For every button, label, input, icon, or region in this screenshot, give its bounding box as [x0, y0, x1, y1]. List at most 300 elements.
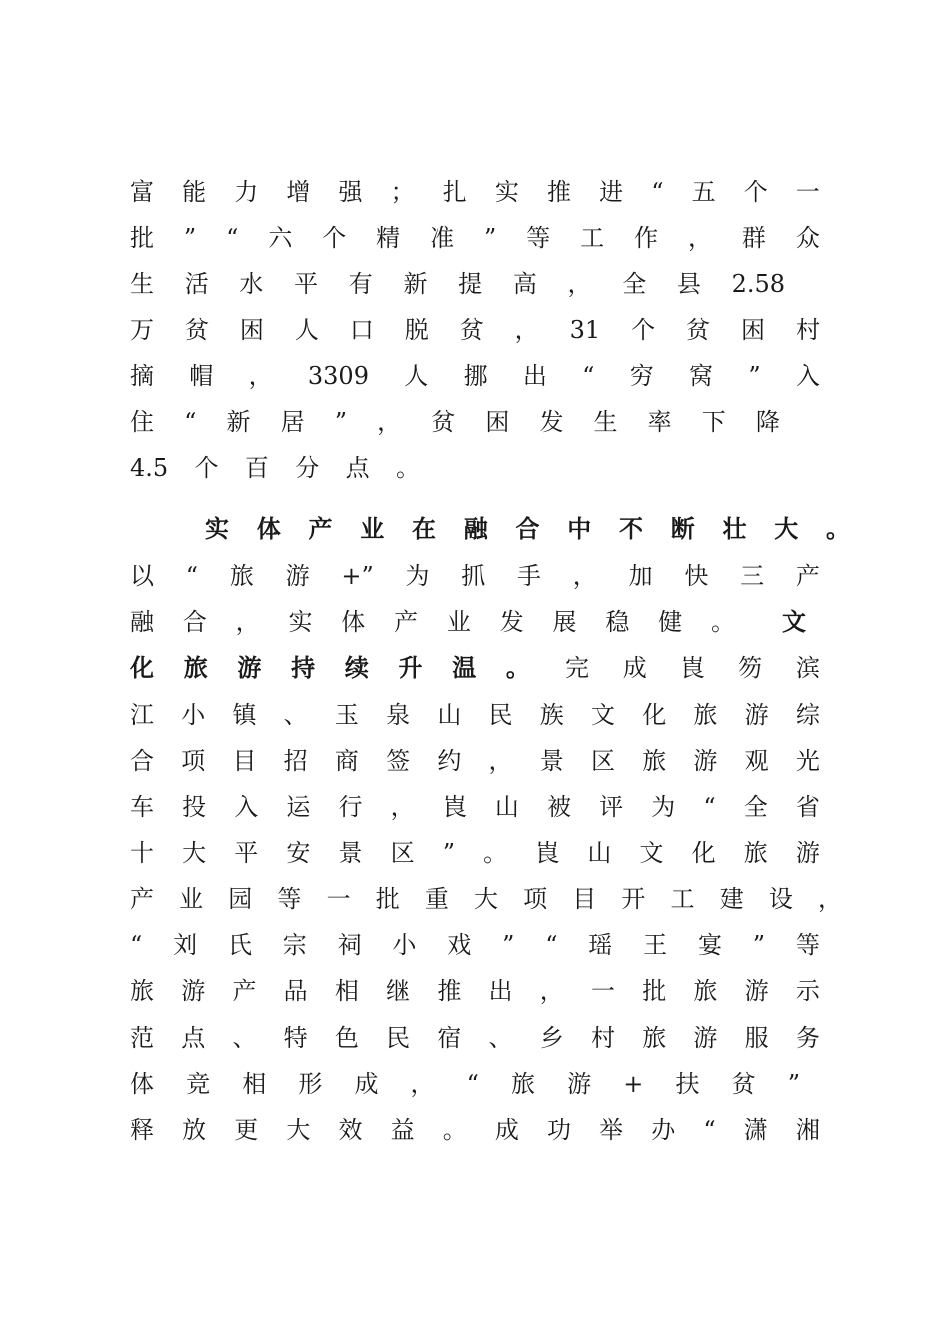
text-glyph: 个: [322, 224, 347, 252]
text-glyph: 一: [326, 885, 351, 913]
text-glyph: 人: [404, 362, 429, 390]
text-segment: [130, 599, 735, 645]
text-glyph: 化: [130, 653, 154, 682]
text-glyph: ，: [514, 316, 539, 344]
text-glyph: 园: [228, 885, 253, 913]
text-glyph: 进: [599, 178, 624, 206]
text-glyph: 强: [338, 178, 363, 206]
text-glyph: 个: [194, 454, 219, 482]
text-glyph: 化: [691, 839, 716, 867]
text-glyph: 口: [349, 316, 374, 344]
text-glyph: 宿: [437, 1024, 462, 1052]
text-glyph: “: [703, 1116, 716, 1144]
text-glyph: 玉: [334, 701, 359, 729]
text-glyph: 刘: [173, 931, 198, 959]
text-glyph: 业: [446, 608, 471, 636]
text-glyph: 体: [341, 608, 366, 636]
text-glyph: 投: [182, 793, 207, 821]
text-glyph: 产: [130, 885, 154, 913]
text-glyph: 贫: [731, 1070, 756, 1098]
text-glyph: 产: [308, 514, 333, 543]
text-glyph: 商: [334, 747, 359, 775]
text-glyph: 有: [348, 270, 373, 298]
text-glyph: ，: [410, 1070, 435, 1098]
text-glyph: 宗: [282, 931, 307, 959]
text-glyph: 江: [130, 701, 154, 729]
text-glyph: 准: [430, 224, 455, 252]
text-glyph: 笏: [738, 654, 763, 682]
text-glyph: 功: [547, 1116, 571, 1144]
text-glyph: 困: [741, 316, 766, 344]
text-glyph: 困: [485, 408, 510, 436]
text-glyph: 推: [437, 977, 462, 1005]
text-glyph: 旅: [693, 977, 718, 1005]
text-glyph: 持: [291, 653, 316, 682]
text-glyph: 宴: [697, 931, 722, 959]
text-glyph: 色: [334, 1024, 359, 1052]
text-line: [130, 445, 420, 491]
text-glyph: ，: [390, 793, 415, 821]
text-glyph: 车: [130, 793, 154, 821]
text-glyph: +: [623, 1070, 644, 1098]
text-line: [130, 353, 820, 399]
text-glyph: 工: [580, 224, 605, 252]
text-glyph: 穷: [629, 362, 654, 390]
text-glyph: ，: [567, 270, 592, 298]
text-glyph: 合: [182, 608, 207, 636]
text-glyph: 族: [539, 701, 564, 729]
text-glyph: 中: [567, 514, 592, 543]
text-glyph: 快: [684, 562, 709, 590]
text-glyph: 旅: [130, 977, 154, 1005]
text-glyph: 群: [741, 224, 766, 252]
text-glyph: 相: [334, 977, 359, 1005]
text-glyph: ，: [687, 224, 712, 252]
text-glyph: 产: [232, 977, 257, 1005]
text-glyph: 窝: [689, 362, 714, 390]
text-line: [130, 876, 842, 922]
text-glyph: 品: [283, 977, 308, 1005]
text-glyph: 游: [285, 562, 310, 590]
text-glyph: +”: [341, 562, 374, 590]
text-glyph: 游: [744, 977, 769, 1005]
text-glyph: 被: [547, 793, 571, 821]
text-glyph: 贫: [459, 316, 484, 344]
text-glyph: 设: [768, 885, 793, 913]
text-glyph: 体: [130, 1070, 154, 1098]
text-glyph: 壮: [722, 514, 747, 543]
text-glyph: 。: [395, 454, 420, 482]
text-glyph: 展: [552, 608, 577, 636]
text-glyph: 目: [232, 747, 257, 775]
text-glyph: 小: [181, 701, 206, 729]
text-glyph: 十: [130, 839, 154, 867]
text-glyph: 融: [130, 608, 154, 636]
text-glyph: 平: [234, 839, 259, 867]
text-glyph: 以: [130, 562, 154, 590]
text-glyph: 作: [634, 224, 659, 252]
text-glyph: 精: [376, 224, 401, 252]
text-glyph: 。: [710, 608, 735, 636]
text-glyph: 合: [515, 514, 540, 543]
text-glyph: 效: [338, 1116, 363, 1144]
text-line: [130, 645, 820, 691]
text-glyph: 扎: [442, 178, 467, 206]
text-glyph: 项: [523, 885, 548, 913]
text-glyph: 脱: [404, 316, 429, 344]
text-glyph: “: [545, 931, 558, 959]
text-glyph: 综: [795, 701, 820, 729]
text-glyph: 三: [740, 562, 765, 590]
text-line: [130, 1015, 820, 1061]
text-glyph: 山: [437, 701, 462, 729]
text-glyph: ”: [442, 839, 456, 867]
text-glyph: 实: [205, 514, 229, 543]
text-glyph: 、: [283, 701, 308, 729]
text-glyph: 能: [182, 178, 207, 206]
text-glyph: 镇: [232, 701, 257, 729]
text-glyph: 居: [280, 408, 305, 436]
text-glyph: 湘: [795, 1116, 820, 1144]
text-glyph: 成: [354, 1070, 379, 1098]
text-glyph: 光: [795, 747, 820, 775]
text-glyph: 乡: [539, 1024, 564, 1052]
text-glyph: 大: [774, 514, 799, 543]
text-glyph: 万: [130, 316, 154, 344]
text-glyph: 新: [226, 408, 251, 436]
text-glyph: 贫: [431, 408, 456, 436]
text-glyph: 为: [405, 562, 430, 590]
text-glyph: 出: [488, 977, 513, 1005]
text-glyph: 旅: [743, 839, 768, 867]
text-glyph: 温: [452, 653, 477, 682]
text-glyph: 崀: [442, 793, 467, 821]
text-glyph: 村: [590, 1024, 615, 1052]
text-glyph: ”: [787, 1070, 800, 1098]
text-glyph: 旅: [229, 562, 254, 590]
text-glyph: 游: [795, 839, 820, 867]
text-glyph: 2.58: [731, 270, 785, 298]
text-glyph: 游: [693, 1024, 718, 1052]
text-glyph: 贫: [184, 316, 209, 344]
text-glyph: ，: [248, 362, 273, 390]
text-glyph: 出: [522, 362, 547, 390]
text-glyph: ”: [502, 931, 515, 959]
text-glyph: 景: [338, 839, 363, 867]
text-glyph: ，: [817, 885, 842, 913]
text-glyph: 目: [572, 885, 597, 913]
text-glyph: 旅: [642, 747, 667, 775]
text-glyph: 率: [647, 408, 672, 436]
text-glyph: 点: [181, 1024, 206, 1052]
text-glyph: 重: [424, 885, 449, 913]
text-glyph: 摘: [130, 362, 154, 390]
text-glyph: 在: [412, 514, 436, 543]
text-glyph: 崀: [680, 654, 705, 682]
text-glyph: 发: [539, 408, 564, 436]
text-glyph: 批: [642, 977, 667, 1005]
text-glyph: 业: [360, 514, 385, 543]
text-glyph: “: [703, 793, 716, 821]
text-glyph: 王: [643, 931, 668, 959]
text-glyph: 健: [658, 608, 683, 636]
text-glyph: 省: [795, 793, 820, 821]
text-glyph: 建: [719, 885, 744, 913]
text-glyph: 形: [298, 1070, 323, 1098]
text-glyph: 力: [234, 178, 259, 206]
text-glyph: 为: [651, 793, 676, 821]
text-glyph: 全: [622, 270, 647, 298]
text-glyph: 、: [232, 1024, 257, 1052]
text-line: [130, 830, 820, 876]
text-glyph: 县: [676, 270, 701, 298]
text-glyph: 示: [795, 977, 820, 1005]
text-glyph: 区: [590, 747, 615, 775]
text-glyph: 加: [628, 562, 653, 590]
text-glyph: ；: [390, 178, 415, 206]
bold-text-segment: [130, 645, 530, 691]
text-glyph: ”: [748, 362, 761, 390]
text-line: [130, 599, 820, 645]
text-glyph: 化: [642, 701, 667, 729]
text-glyph: 行: [338, 793, 363, 821]
text-glyph: ，: [235, 608, 260, 636]
text-glyph: 办: [651, 1116, 676, 1144]
text-glyph: ，: [572, 562, 597, 590]
text-glyph: 批: [375, 885, 400, 913]
text-glyph: 人: [294, 316, 319, 344]
text-glyph: 招: [283, 747, 308, 775]
text-glyph: 抓: [461, 562, 486, 590]
text-glyph: 续: [344, 653, 369, 682]
text-glyph: 大: [286, 1116, 311, 1144]
text-glyph: 成: [494, 1116, 519, 1144]
text-glyph: 困: [239, 316, 264, 344]
text-glyph: 平: [294, 270, 319, 298]
text-glyph: 完: [565, 654, 589, 682]
section-heading: [205, 506, 850, 552]
text-line: [130, 1107, 820, 1153]
text-glyph: 旅: [642, 1024, 667, 1052]
text-glyph: “: [582, 362, 595, 390]
text-glyph: 大: [473, 885, 498, 913]
text-glyph: 全: [743, 793, 768, 821]
text-glyph: 景: [539, 747, 564, 775]
text-glyph: ，: [488, 747, 513, 775]
text-glyph: 特: [283, 1024, 308, 1052]
text-glyph: 继: [386, 977, 411, 1005]
text-glyph: 产: [394, 608, 419, 636]
text-glyph: 生: [130, 270, 154, 298]
text-glyph: ”: [183, 224, 197, 252]
text-glyph: 民: [488, 701, 513, 729]
text-glyph: 潇: [743, 1116, 768, 1144]
text-glyph: 富: [130, 178, 154, 206]
text-glyph: 游: [237, 653, 262, 682]
text-glyph: 民: [386, 1024, 411, 1052]
text-glyph: 不: [619, 514, 643, 543]
text-glyph: 4.5: [130, 454, 169, 482]
text-line: [130, 215, 820, 261]
text-glyph: “: [466, 1070, 479, 1098]
text-glyph: 大: [182, 839, 207, 867]
text-glyph: ，: [377, 408, 402, 436]
text-glyph: 实: [494, 178, 519, 206]
text-glyph: 分: [295, 454, 320, 482]
text-glyph: 服: [744, 1024, 769, 1052]
text-line: [130, 399, 780, 445]
text-glyph: 住: [130, 408, 154, 436]
text-glyph: 下: [701, 408, 726, 436]
text-glyph: 等: [277, 885, 302, 913]
bold-text-segment: 文: [782, 607, 806, 636]
text-glyph: 帽: [189, 362, 214, 390]
text-glyph: 产: [795, 562, 820, 590]
text-glyph: ”: [334, 408, 347, 436]
text-line: [130, 261, 785, 307]
text-glyph: 。: [826, 514, 850, 543]
text-glyph: 放: [182, 1116, 207, 1144]
text-glyph: 贫: [686, 316, 711, 344]
text-glyph: 运: [286, 793, 311, 821]
text-line: [130, 169, 820, 215]
text-glyph: 更: [234, 1116, 259, 1144]
text-glyph: 文: [590, 701, 615, 729]
text-glyph: 项: [181, 747, 206, 775]
text-glyph: 等: [526, 224, 551, 252]
text-glyph: 相: [242, 1070, 267, 1098]
text-glyph: 崀: [535, 839, 560, 867]
text-glyph: 个: [743, 178, 768, 206]
text-glyph: 推: [547, 178, 571, 206]
text-glyph: 祠: [337, 931, 362, 959]
text-glyph: 瑶: [588, 931, 613, 959]
text-line: [130, 553, 820, 599]
text-glyph: 水: [239, 270, 264, 298]
text-glyph: 游: [693, 747, 718, 775]
text-glyph: 范: [130, 1024, 154, 1052]
text-glyph: 释: [130, 1116, 154, 1144]
text-glyph: 观: [744, 747, 769, 775]
text-glyph: 游: [567, 1070, 592, 1098]
text-glyph: 众: [795, 224, 820, 252]
text-glyph: 旅: [183, 653, 208, 682]
text-glyph: 泉: [386, 701, 411, 729]
text-glyph: 升: [398, 653, 423, 682]
text-line: [130, 784, 820, 830]
text-glyph: 点: [345, 454, 370, 482]
text-glyph: 山: [587, 839, 612, 867]
text-line: [130, 692, 820, 738]
text-glyph: 个: [631, 316, 656, 344]
text-glyph: 降: [755, 408, 780, 436]
text-glyph: 区: [390, 839, 415, 867]
text-glyph: 等: [795, 931, 820, 959]
text-glyph: 务: [795, 1024, 820, 1052]
text-glyph: “: [130, 931, 143, 959]
text-glyph: ”: [752, 931, 766, 959]
text-glyph: 文: [639, 839, 664, 867]
text-glyph: 益: [390, 1116, 415, 1144]
text-glyph: 发: [499, 608, 524, 636]
text-line: [130, 922, 820, 968]
text-glyph: 签: [386, 747, 411, 775]
text-glyph: 安: [286, 839, 311, 867]
text-glyph: “: [185, 562, 199, 590]
text-glyph: 开: [621, 885, 646, 913]
text-glyph: ，: [539, 977, 564, 1005]
text-glyph: 游: [744, 701, 769, 729]
text-glyph: 小: [392, 931, 417, 959]
text-glyph: 业: [179, 885, 204, 913]
text-glyph: 百: [244, 454, 269, 482]
text-glyph: 村: [795, 316, 820, 344]
text-glyph: 合: [130, 747, 154, 775]
text-glyph: 。: [442, 1116, 467, 1144]
text-glyph: 增: [286, 178, 311, 206]
text-glyph: 挪: [463, 362, 488, 390]
text-line: [130, 738, 820, 784]
text-glyph: 稳: [605, 608, 630, 636]
text-glyph: 断: [670, 514, 695, 543]
text-glyph: 一: [795, 178, 820, 206]
text-line: [130, 968, 820, 1014]
text-glyph: 六: [268, 224, 293, 252]
text-glyph: 五: [691, 178, 716, 206]
text-glyph: “: [226, 224, 239, 252]
text-glyph: 戏: [447, 931, 472, 959]
text-glyph: 新: [403, 270, 428, 298]
text-glyph: 竞: [186, 1070, 211, 1098]
text-glyph: 旅: [511, 1070, 536, 1098]
text-glyph: 扶: [675, 1070, 700, 1098]
text-glyph: 评: [599, 793, 624, 821]
text-glyph: 。: [483, 839, 508, 867]
text-glyph: 入: [795, 362, 820, 390]
text-glyph: 实: [288, 608, 313, 636]
text-glyph: 旅: [693, 701, 718, 729]
text-glyph: 、: [488, 1024, 513, 1052]
text-glyph: 。: [505, 653, 530, 682]
text-glyph: 入: [234, 793, 259, 821]
text-glyph: 一: [590, 977, 615, 1005]
text-glyph: 成: [622, 654, 647, 682]
text-glyph: 滨: [796, 654, 820, 682]
text-glyph: “: [184, 408, 197, 436]
text-glyph: 融: [463, 514, 488, 543]
text-glyph: 氏: [227, 931, 252, 959]
text-glyph: 生: [593, 408, 618, 436]
text-glyph: 高: [512, 270, 537, 298]
text-glyph: 手: [517, 562, 542, 590]
text-glyph: 举: [599, 1116, 624, 1144]
text-glyph: “: [651, 178, 664, 206]
text-glyph: 游: [181, 977, 206, 1005]
text-segment: [565, 645, 820, 691]
text-glyph: 山: [494, 793, 519, 821]
text-line: [130, 1061, 800, 1107]
text-glyph: 活: [184, 270, 209, 298]
text-glyph: 31: [569, 316, 601, 344]
text-glyph: 批: [130, 224, 154, 252]
text-glyph: 工: [670, 885, 695, 913]
text-glyph: 体: [256, 514, 281, 543]
text-glyph: ”: [484, 224, 497, 252]
text-line: [130, 307, 820, 353]
text-glyph: 3309: [307, 362, 369, 390]
text-glyph: 提: [458, 270, 483, 298]
text-glyph: 约: [437, 747, 462, 775]
